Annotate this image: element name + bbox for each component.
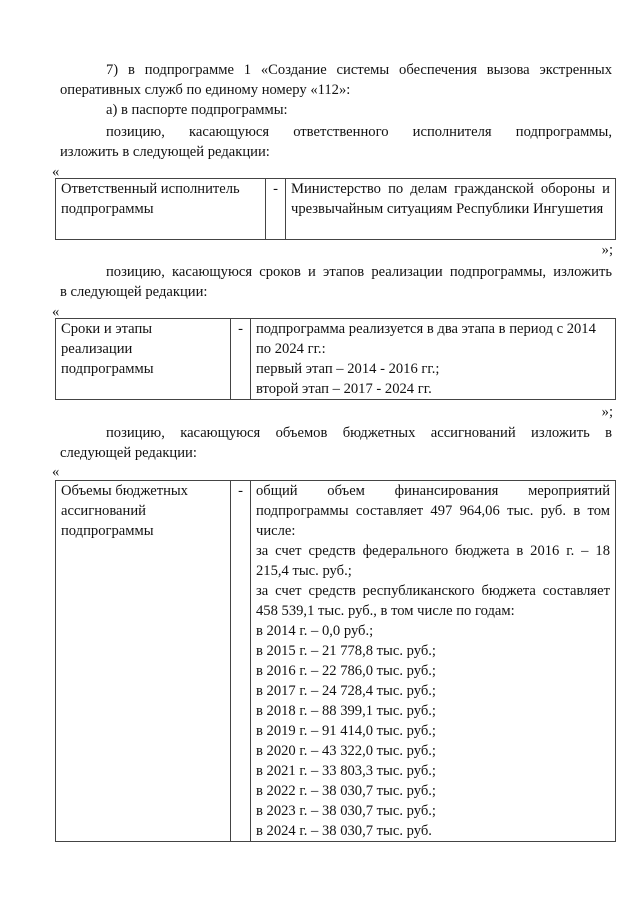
section2-dash: -: [231, 319, 251, 400]
section3-left-cell: Объемы бюджетных ассигнований подпрограммы: [56, 481, 231, 842]
section2-intro-line2: в следующей редакции:: [60, 284, 208, 300]
table-row: [56, 179, 616, 240]
item7-line2: оперативных служб по единому номеру «112»:: [60, 82, 351, 98]
section3-year-line: в 2022 г. – 38 030,7 тыс. руб.;: [256, 783, 436, 799]
section3-year-line: в 2015 г. – 21 778,8 тыс. руб.;: [256, 643, 436, 659]
section1-dash: -: [266, 179, 286, 240]
section3-year-line: в 2020 г. – 43 322,0 тыс. руб.;: [256, 743, 436, 759]
section1-right-cell: Министерство по делам гражданской обороны и чрезвычайным ситуациям Республики Ингушетия: [286, 179, 616, 240]
section1-intro-line2: изложить в следующей редакции:: [60, 144, 270, 160]
section3-right-cell: [251, 481, 616, 842]
section1-table: [55, 178, 616, 240]
section3-year-line: в 2023 г. – 38 030,7 тыс. руб.;: [256, 803, 436, 819]
section3-year-line: в 2021 г. – 33 803,3 тыс. руб.;: [256, 763, 436, 779]
section3-right-line-3: за счет средств республиканского бюджета составляет 458 539,1 тыс. руб., в том числе по годам:: [256, 583, 610, 619]
section3-open-quote: «: [52, 464, 60, 480]
section2-open-quote: «: [52, 304, 60, 320]
section3-right-line-1: общий объем финансирования мероприятий подпрограммы составляет 497 964,06 тыс. руб. в том числе:: [256, 483, 610, 539]
item7-sub-a: а) в паспорте подпрограммы:: [106, 102, 288, 118]
section2-right-line-2: первый этап – 2014 - 2016 гг.;: [256, 361, 440, 377]
section2-left-cell: Сроки и этапы реализации подпрограммы: [56, 319, 231, 400]
section3-dash: -: [231, 481, 251, 842]
section2-right-line-3: второй этап – 2017 - 2024 гг.: [256, 381, 432, 397]
section3-year-line: в 2018 г. – 88 399,1 тыс. руб.;: [256, 703, 436, 719]
section2-table: [55, 318, 616, 400]
section3-intro-line1: позицию, касающуюся объемов бюджетных ассигнований изложить в: [106, 425, 612, 441]
section3-year-line: в 2024 г. – 38 030,7 тыс. руб.: [256, 823, 432, 839]
section1-open-quote: «: [52, 164, 60, 180]
section3-year-line: в 2016 г. – 22 786,0 тыс. руб.;: [256, 663, 436, 679]
section2-right-line-1: подпрограмма реализуется в два этапа в период с 2014 по 2024 гг.:: [256, 321, 596, 357]
section2-right-cell: [251, 319, 616, 400]
section1-left-cell: Ответственный исполнитель подпрограммы: [56, 179, 266, 240]
section3-right-line-2: за счет средств федерального бюджета в 2016 г. – 18 215,4 тыс. руб.;: [256, 543, 610, 579]
section3-year-line: в 2019 г. – 91 414,0 тыс. руб.;: [256, 723, 436, 739]
section3-intro-line2: следующей редакции:: [60, 445, 197, 461]
section3-year-line: в 2014 г. – 0,0 руб.;: [256, 623, 374, 639]
section1-intro-line1: позицию, касающуюся ответственного исполнителя подпрограммы,: [106, 124, 612, 140]
item7-line1: 7) в подпрограмме 1 «Создание системы обеспечения вызова экстренных: [106, 62, 612, 78]
section2-close-quote: »;: [601, 404, 613, 420]
table-row: [56, 319, 616, 400]
section2-intro-line1: позицию, касающуюся сроков и этапов реализации подпрограммы, изложить: [106, 264, 612, 280]
section3-table: [55, 480, 616, 842]
section1-close-quote: »;: [601, 242, 613, 258]
section3-year-line: в 2017 г. – 24 728,4 тыс. руб.;: [256, 683, 436, 699]
table-row: [56, 481, 616, 842]
